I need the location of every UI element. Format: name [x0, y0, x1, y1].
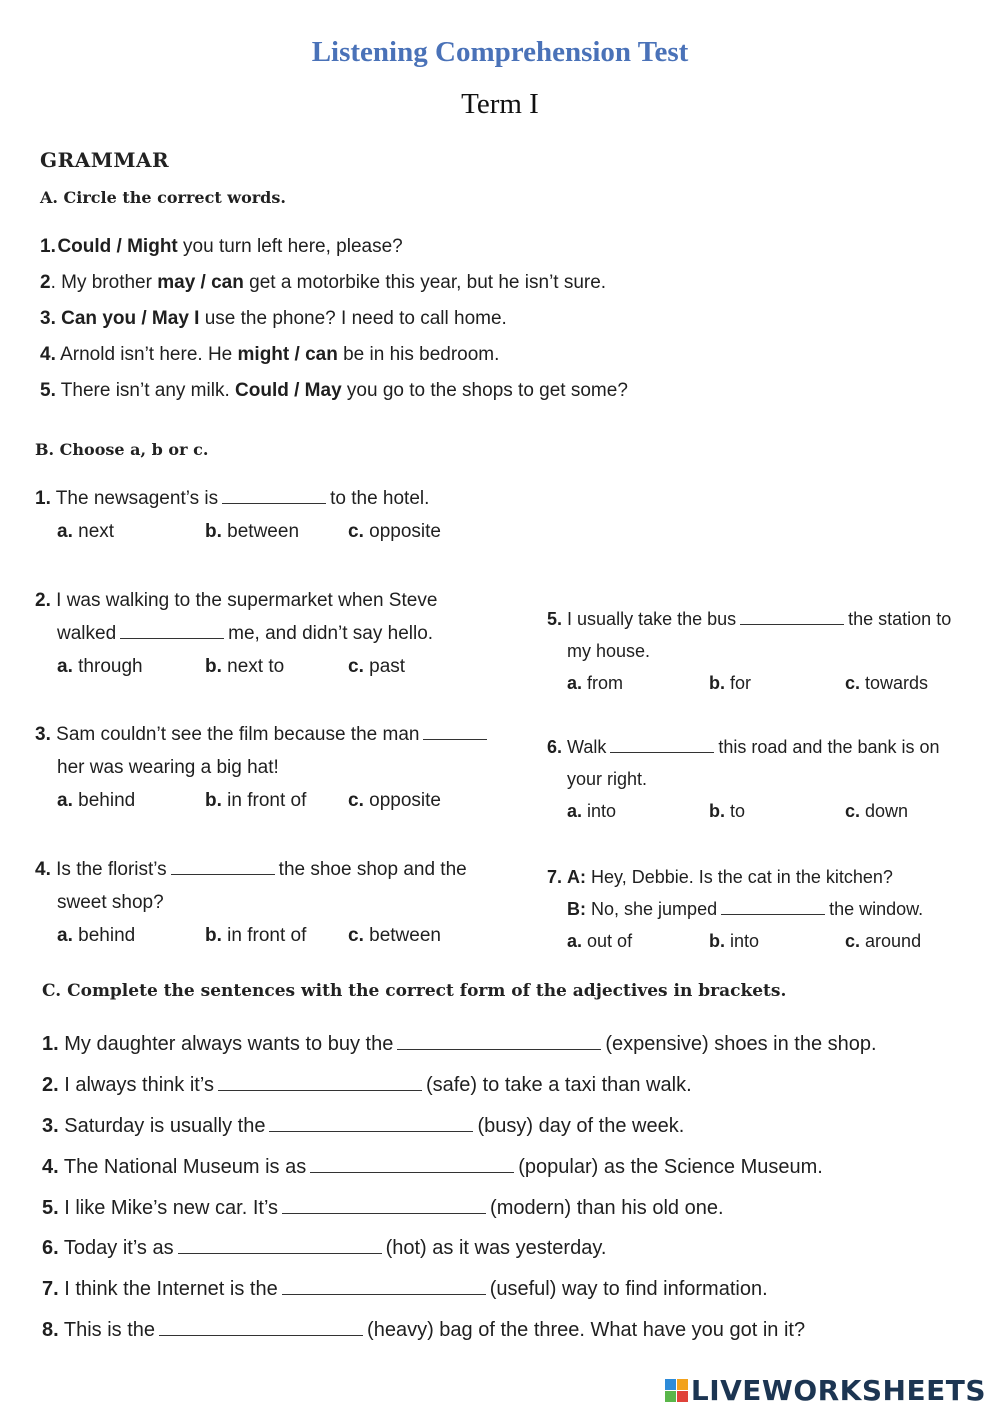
option-a[interactable]: a. out of	[567, 931, 633, 951]
list-item: 5. There isn’t any milk. Could / May you go to the shops to get some?	[40, 380, 628, 401]
option-a[interactable]: a. next	[57, 521, 115, 542]
option-b[interactable]: b. between	[205, 521, 300, 542]
option-b[interactable]: b. into	[709, 931, 760, 951]
section-a-list	[40, 236, 628, 416]
option-c[interactable]: c. opposite	[348, 790, 441, 811]
section-heading: GRAMMAR	[40, 148, 170, 172]
answer-blank[interactable]	[310, 1156, 514, 1173]
answer-blank[interactable]	[269, 1115, 473, 1132]
question-b6: 6. Walk this road and the bank is on your right. a. into b. to c. down	[547, 731, 940, 827]
answer-blank[interactable]	[721, 898, 825, 915]
logo-square	[665, 1391, 676, 1402]
list-item: 6. Today it’s as (hot) as it was yesterday.	[42, 1237, 607, 1260]
list-item: 8. This is the (heavy) bag of the three. What have you got in it?	[42, 1319, 806, 1342]
word-choice[interactable]: may / can	[157, 272, 244, 293]
option-a[interactable]: a. through	[57, 656, 143, 677]
question-b7: 7. A: Hey, Debbie. Is the cat in the kitchen? B: No, she jumped the window. a. out of b. into c. around	[547, 861, 923, 957]
answer-blank[interactable]	[178, 1237, 382, 1254]
word-choice[interactable]: Could / Might	[57, 236, 178, 257]
answer-blank[interactable]	[282, 1278, 486, 1295]
option-a[interactable]: a. from	[567, 673, 624, 693]
answer-blank[interactable]	[218, 1074, 422, 1091]
option-b[interactable]: b. in front of	[205, 790, 307, 811]
answer-blank[interactable]	[171, 858, 275, 875]
page-subtitle: Term I	[461, 88, 539, 120]
word-choice[interactable]: Can you / May I	[61, 308, 200, 329]
word-choice[interactable]: might / can	[237, 344, 338, 365]
list-item: 1. My daughter always wants to buy the (expensive) shoes in the shop.	[42, 1033, 877, 1055]
logo-square	[665, 1379, 676, 1390]
option-c[interactable]: c. between	[348, 925, 441, 946]
answer-blank[interactable]	[159, 1319, 363, 1336]
option-b[interactable]: b. in front of	[205, 925, 307, 946]
option-c[interactable]: c. opposite	[348, 521, 441, 542]
option-a[interactable]: a. into	[567, 801, 617, 821]
section-c-list	[42, 1033, 877, 1360]
answer-blank[interactable]	[222, 487, 326, 504]
answer-blank[interactable]	[120, 622, 224, 639]
logo-square	[677, 1391, 688, 1402]
answer-blank[interactable]	[397, 1033, 601, 1050]
answer-blank[interactable]	[423, 723, 487, 740]
list-item: 2. I always think it’s (safe) to take a taxi than walk.	[42, 1073, 692, 1096]
section-a-title: A. Circle the correct words.	[40, 188, 286, 207]
option-c[interactable]: c. down	[845, 801, 909, 821]
option-a[interactable]: a. behind	[57, 790, 136, 811]
question-b4: 4. Is the florist’s the shoe shop and the sweet shop? a. behind b. in front of c. between	[35, 853, 467, 952]
question-b5: 5. I usually take the bus the station to my house. a. from b. for c. towards	[547, 603, 951, 699]
question-b3: 3. Sam couldn’t see the film because the man her was wearing a big hat! a. behind b. in front of c. opposite	[35, 718, 491, 817]
option-b[interactable]: b. next to	[205, 656, 285, 677]
answer-blank[interactable]	[610, 736, 714, 753]
section-c-title: C. Complete the sentences with the correct form of the adjectives in brackets.	[42, 981, 787, 1001]
answer-blank[interactable]	[740, 608, 844, 625]
list-item: 1. Could / Might you turn left here, please?	[40, 236, 403, 257]
option-b[interactable]: b. for	[709, 673, 752, 693]
liveworksheets-logo-icon	[665, 1379, 688, 1402]
option-c[interactable]: c. towards	[845, 673, 929, 693]
option-c[interactable]: c. past	[348, 656, 406, 677]
answer-blank[interactable]	[282, 1197, 486, 1214]
list-item: 3. Can you / May I use the phone? I need to call home.	[40, 308, 507, 329]
question-b1: 1. The newsagent’s is to the hotel. a. next b. between c. opposite	[35, 482, 429, 548]
logo-text: LIVEWORKSHEETS	[690, 1374, 986, 1407]
list-item: 3. Saturday is usually the (busy) day of the week.	[42, 1114, 685, 1137]
liveworksheets-logo[interactable]	[665, 1374, 986, 1407]
option-c[interactable]: c. around	[845, 931, 922, 951]
list-item: 2. My brother may / can get a motorbike this year, but he isn’t sure.	[40, 272, 607, 293]
option-a[interactable]: a. behind	[57, 925, 136, 946]
question-b2: 2. I was walking to the supermarket when Steve walked me, and didn’t say hello. a. through b. next to c. past	[35, 584, 437, 683]
logo-square	[677, 1379, 688, 1390]
section-b-title: B. Choose a, b or c.	[35, 440, 209, 459]
page-title: Listening Comprehension Test	[311, 36, 689, 68]
list-item: 5. I like Mike’s new car. It’s (modern) than his old one.	[42, 1196, 724, 1219]
option-b[interactable]: b. to	[709, 801, 746, 821]
list-item: 7. I think the Internet is the (useful) way to find information.	[42, 1278, 768, 1301]
list-item: 4. Arnold isn’t here. He might / can be in his bedroom.	[40, 344, 500, 365]
list-item: 4. The National Museum is as (popular) as the Science Museum.	[42, 1155, 823, 1178]
word-choice[interactable]: Could / May	[235, 380, 342, 401]
